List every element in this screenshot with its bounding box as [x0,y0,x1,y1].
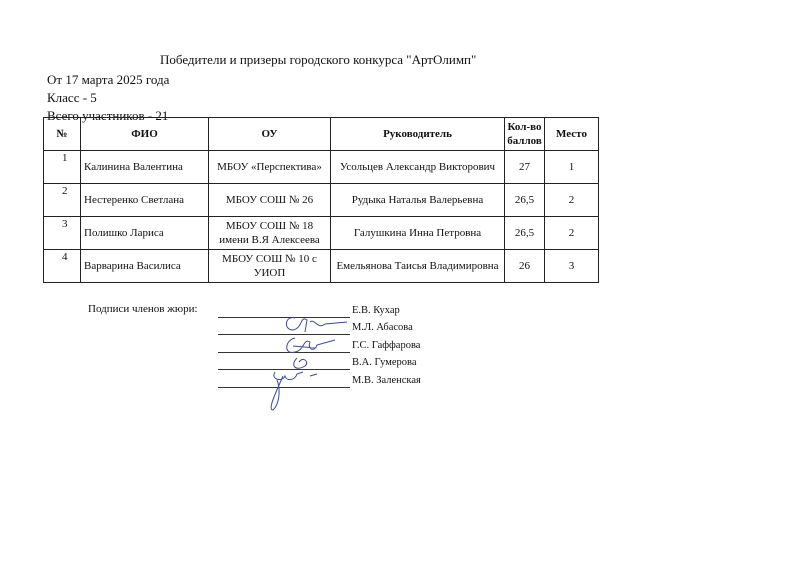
cell-number: 1 [44,151,81,184]
jury-member: М.В. Заленская [352,375,421,386]
class-label: Класс - 5 [47,90,97,105]
header-place: Место [545,118,599,151]
header-number: № [44,118,81,151]
header-score: Кол-во баллов [505,118,545,151]
document-date: От 17 марта 2025 года [47,72,170,87]
cell-school: МБОУ СОШ № 26 [209,184,331,217]
results-table [43,117,599,283]
table-row [44,217,599,250]
cell-name: Полишко Лариса [81,217,209,250]
handwritten-signatures [255,310,355,420]
cell-score: 26 [505,250,545,283]
participants-total: Всего участников - 21 [47,108,169,123]
cell-place: 3 [545,250,599,283]
jury-member: В.А. Гумерова [352,357,417,368]
header-school: ОУ [209,118,331,151]
cell-supervisor: Емельянова Таисья Владимировна [331,250,505,283]
cell-name: Калинина Валентина [81,151,209,184]
cell-supervisor: Галушкина Инна Петровна [331,217,505,250]
header-supervisor: Руководитель [331,118,505,151]
header-name: ФИО [81,118,209,151]
cell-school: МБОУ СОШ № 18 имени В.Я Алексеева [209,217,331,250]
cell-score: 27 [505,151,545,184]
cell-place: 1 [545,151,599,184]
jury-member: М.Л. Абасова [352,322,413,333]
cell-place: 2 [545,217,599,250]
cell-name: Варварина Василиса [81,250,209,283]
cell-score: 26,5 [505,217,545,250]
jury-signatures-label: Подписи членов жюри: [88,303,198,315]
jury-member: Г.С. Гаффарова [352,340,421,351]
table-header-row [44,118,599,151]
cell-name: Нестеренко Светлана [81,184,209,217]
cell-place: 2 [545,184,599,217]
cell-score: 26,5 [505,184,545,217]
table-row [44,184,599,217]
document-title: Победители и призеры городского конкурса "АртОлимп" [160,52,477,67]
cell-school: МБОУ «Перспектива» [209,151,331,184]
table-row [44,151,599,184]
cell-supervisor: Усольцев Александр Викторович [331,151,505,184]
cell-number: 2 [44,184,81,217]
cell-supervisor: Рудыка Наталья Валерьевна [331,184,505,217]
cell-school: МБОУ СОШ № 10 с УИОП [209,250,331,283]
cell-number: 3 [44,217,81,250]
cell-number: 4 [44,250,81,283]
table-row [44,250,599,283]
jury-member: Е.В. Кухар [352,305,400,316]
